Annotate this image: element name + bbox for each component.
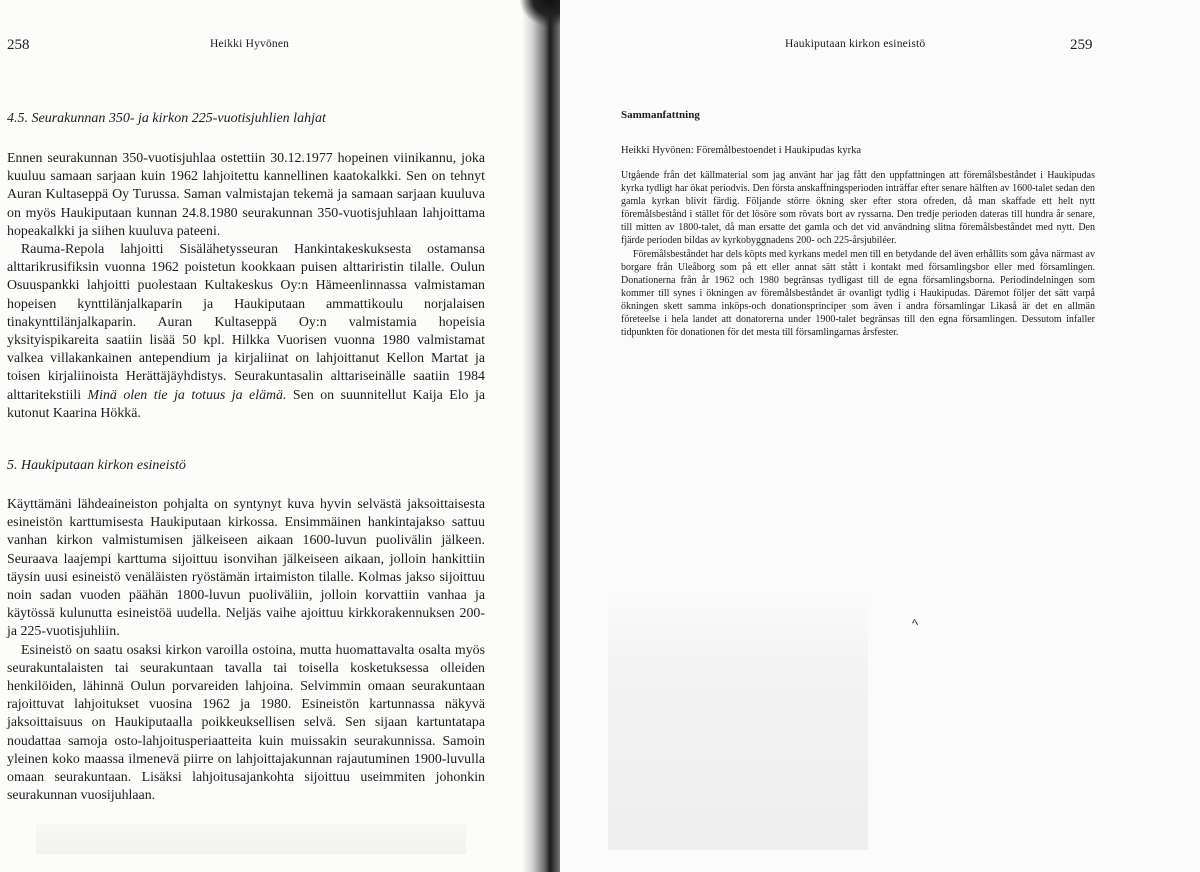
right-page-number: 259 bbox=[1070, 37, 1093, 53]
summary-paragraph-1: Utgående från det källmaterial som jag använt har jag fått den uppfattningen att föremålsbeståndet i Haukipudas kyrka tydligt har ökat periodvis. Den första anskaffningsperioden inträffar efter senare hälften av 1600-talet sedan den gamla kyrkan blivit färdig. Följande större ökning sker efter stora ofreden, då man skaffade ett helt nytt föremålsbestånd i stället för det lösöre som rövats bort av ryssarna. Den tredje perioden dateras till hundra år senare, till mitten av 1800-talet, då man ersatte det gamla och det vid användning slitna föremålsbeståndet med nytt. Den fjärde perioden bildas av kyrkobyggnadens 200- och 225-årsjubiléer. bbox=[621, 170, 1095, 247]
section-4-5-heading: 4.5. Seurakunnan 350- ja kirkon 225-vuotisjuhlien lahjat bbox=[7, 111, 326, 126]
bleed-through-shadow bbox=[608, 590, 868, 850]
left-running-head: Heikki Hyvönen bbox=[210, 38, 290, 50]
right-running-head: Haukiputaan kirkon esineistö bbox=[785, 38, 926, 50]
paragraph-3: Käyttämäni lähdeaineiston pohjalta on syntynyt kuva hyvin selvästä jaksoittaisesta esineistön karttumisesta Haukiputaan kirkossa. Ensimmäinen hankintajakso sattuu vanhan kirkon valmistumisen jälkeiseen aikaan 1600-luvun puolivälin jälkeen. Seuraava laajempi karttuma sijoittuu isonvihan jälkeiseen aikaan, jolloin hankittiin täysin uusi esineistö venäläisten ryöstämän irtaimiston tilalle. Kolmas jakso sijoittuu noin sadan vuoden päähän 1800-luvun puoliväliin, jolloin korvattiin vanhaa ja käytössä kulunutta esineistöä uudella. Neljäs vaihe ajoittuu kirkkorakennuksen 200- ja 225-vuotisjuhliin. bbox=[7, 497, 485, 640]
print-speck: ﾍ bbox=[912, 615, 919, 629]
section-4-5-body bbox=[7, 150, 485, 423]
summary-paragraph-2: Föremålsbeståndet har dels köpts med kyrkans medel men till en betydande del även erhållits som gåva närmast av borgare från Uleåborg som på ett eller annat sätt stått i kontakt med församlingsbor eller med församlingen. Donationerna från år 1962 och 1980 begränsas tydligast till de egna församlingsborna. Periodindelningen som kommer till synes i ökningen av föremålsbeståndet är ovanligt tydlig i Haukipudas. Däremot följer det sätt varpå ökningen skett samma inköps-och donationsprinciper som även i andra församlingar Likaså är det en allmän företeelse i hela landet att donatorerna under 1900-talet begränsas till den egna församlingen. Dessutom infaller tidpunkten för donationen för det mesta till församlingarnas årsfester. bbox=[621, 248, 1095, 339]
summary-byline: Heikki Hyvönen: Föremålbestoendet i Haukipudas kyrka bbox=[621, 145, 861, 156]
paragraph-2-title: Minä olen tie ja totuus ja elämä. bbox=[87, 387, 287, 403]
paragraph-2-text-a: Rauma-Repola lahjoitti Sisälähetysseuran Hankintakeskuksesta ostamansa alttarikrusifiksin vuonna 1962 poistetun kookkaan puisen alttariristin tilalle. Oulun Osuuspankki lahjoitti puolestaan Kultakeskus Oy:n Hämeenlinnassa valmistaman hopeisen kynttilänjalkaparin ja Haukiputaan ammattikoulu norjalaisen tinakynttilänjalkaparin. Auran Kultaseppä Oy:n valmistamia hopeisia yksityispikareita saatiin lisää 50 kpl. Hilkka Vuorisen vuonna 1980 valmistamat valkea villakankainen antependium ja kirjaliinat on lahjoittanut Kellon Martat ja toisen kirjaliinoista Herättäjäyhdistys. Seurakuntasalin alttariseinälle saatiin 1984 alttaritekstiili bbox=[7, 242, 485, 403]
summary-title: Sammanfattning bbox=[621, 109, 700, 121]
section-5-heading: 5. Haukiputaan kirkon esineistö bbox=[7, 458, 186, 473]
summary-body bbox=[621, 169, 1095, 339]
paragraph-1: Ennen seurakunnan 350-vuotisjuhlaa ostettiin 30.12.1977 hopeinen viinikannu, joka kuuluu samaan sarjaan kuin 1962 lahjoitettu kannellinen kaatokalkki. Sen on tehnyt Auran Kultaseppä Oy Turussa. Saman valmistajan tekemä ja samaan sarjaan kuuluva on myös Haukiputaan kunnan 24.8.1980 seurakunnan 350-vuotisjuhlaan lahjoittama hopeakalkki ja siihen kuuluva pateeni. bbox=[7, 151, 485, 239]
left-page-number: 258 bbox=[7, 37, 30, 53]
right-page bbox=[560, 0, 1200, 872]
paragraph-2-text-b: Sen on suunnitellut Kaija Elo ja kutonut Kaarina Hökkä. bbox=[7, 387, 485, 421]
paragraph-4: Esineistö on saatu osaksi kirkon varoilla ostoina, mutta huomattavalta osalta myös seurakuntalaisten tai seurakuntaan tavalla tai toisella kosketuksessa olleiden henkilöiden, lähinnä Oulun porvareiden lahjoina. Selvimmin omaan seurakuntaan rajoittuvat lahjoitukset vuosina 1962 ja 1980. Esineistön kartunnassa näkyvä jaksoittaisuus on Haukiputaalla poikkeuksellisen selvä. Sen sijaan kartuntatapa noudattaa samoja osto-lahjoitusperiaatteita kuin muissakin seurakunnissa. Samoin yleinen koko maassa ilmenevä piirre on lahjoittajakunnan rajautuminen 1900-luvulla omaan seurakuntaan. Lisäksi lahjoitusajankohta sijoittuu useimmiten johonkin seurakunnan vuosijuhlaan. bbox=[7, 642, 485, 804]
paragraph-2 bbox=[7, 241, 485, 423]
section-5-body bbox=[7, 496, 485, 805]
left-page bbox=[0, 0, 540, 872]
bleed-through-shadow bbox=[36, 824, 466, 854]
